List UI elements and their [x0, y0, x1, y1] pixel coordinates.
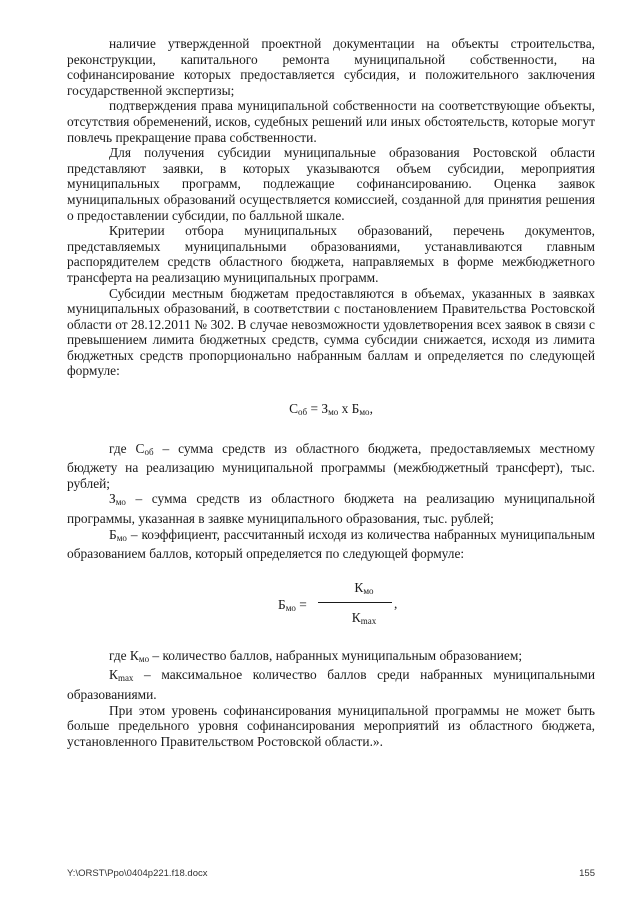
fraction-numerator: [334, 580, 394, 600]
formula-coefficient: [67, 576, 595, 638]
formula-b-subscript: мо: [359, 407, 370, 418]
fraction-numerator-symbol: К: [354, 579, 364, 595]
fraction-bar: [318, 602, 392, 603]
formula-end: ,: [369, 401, 373, 417]
definition-c: [67, 441, 595, 492]
fraction-denominator-subscript: max: [360, 615, 377, 626]
formula-equals-z: = З: [307, 401, 329, 417]
fraction-numerator-subscript: мо: [363, 585, 374, 596]
paragraph-subsidy-application: Для получения субсидии муниципальные образования Ростовской области представляют заявки, в которых указываются объем субсидии, мероприятия муниципальных программ, подлежащие софинансированию. Оценка заявок муниципальных образований осуществляется комиссией, созданной для принятия решения о предоставлении субсидии, по балльной шкале.: [67, 145, 595, 223]
definition-z-symbol: З: [109, 491, 116, 507]
footer-page-number: 155: [579, 868, 595, 879]
fraction-lhs: [278, 597, 307, 617]
fraction-end: ,: [394, 595, 398, 611]
paragraph-closing: При этом уровень софинансирования муниципальной программы не может быть больше предельного уровня софинансирования мероприятий из областного бюджета, установленного Правительством Ростовской области.».: [67, 702, 595, 749]
paragraph-selection-criteria: Критерии отбора муниципальных образований, перечень документов, представляемых муниципальными образованиями, устанавливаются главным распорядителем средств областного бюджета, направляемых в форме межбюджетного трансферта на реализацию муниципальных программ.: [67, 223, 595, 285]
fraction-denominator: [334, 610, 394, 630]
definition-b-symbol: Б: [109, 526, 117, 542]
definition-k: [67, 648, 595, 668]
footer-file-path: Y:\ORST\Ppo\0404p221.f18.docx: [67, 868, 208, 879]
definition-z: [67, 491, 595, 526]
fraction-denominator-symbol: К: [351, 609, 361, 625]
paragraph-subsidy-volume: Субсидии местным бюджетам предоставляются в объемах, указанных в заявках муниципальных образований, в соответствии с постановлением Правительства Ростовской области от 28.12.2011 № 302. В случае невозможности удовлетворения всех заявок в связи с превышением лимита бюджетных средств, сумма субсидии снижается, исходя из лимита бюджетных средств пропорционально набранным баллам и определяется по следующей формуле:: [67, 285, 595, 379]
paragraph-project-documentation: наличие утвержденной проектной документации на объекты строительства, реконструкции, капитального ремонта муниципальной собственности, на софинансирование которых предоставляется субсидия, и положительного заключения государственной экспертизы;: [67, 36, 595, 98]
definition-k-symbol: где К: [109, 647, 139, 663]
paragraph-property-rights: подтверждения права муниципальной собственности на соответствующие объекты, отсутствия обременений, исков, судебных решений или иных обстоятельств, которые могут повлечь прекращение права собственности.: [67, 98, 595, 145]
definition-k-subscript: мо: [138, 653, 150, 664]
definition-b-text: – коэффициент, рассчитанный исходя из количества набранных муниципальным образованием баллов, который определяется по следующей формуле:: [67, 526, 595, 562]
formula-lhs-subscript: об: [298, 407, 308, 418]
formula-z-subscript: мо: [328, 407, 339, 418]
definition-b-subscript: мо: [116, 532, 127, 543]
fraction-lhs-subscript: мо: [285, 602, 296, 613]
definition-z-subscript: мо: [115, 497, 126, 508]
formula-subsidy: [67, 401, 595, 421]
definition-kmax-subscript: max: [117, 673, 134, 684]
definition-c-subscript: об: [144, 446, 154, 457]
definition-kmax-symbol: К: [109, 667, 118, 683]
definition-c-symbol: где С: [109, 440, 145, 456]
formula-times-b: х Б: [338, 401, 360, 417]
fraction-equals: =: [295, 596, 307, 612]
definition-b: [67, 527, 595, 562]
definition-kmax: [67, 667, 595, 702]
document-body: [67, 36, 595, 749]
fraction-lhs-symbol: Б: [278, 596, 286, 612]
definition-c-text: – сумма средств из областного бюджета, предоставляемых местному бюджету на реализацию муниципальной программы (межбюджетный трансферт), тыс. рублей;: [67, 440, 595, 491]
definition-kmax-text: – максимальное количество баллов среди набранных муниципальными образованиями.: [67, 667, 595, 702]
formula-lhs: С: [289, 401, 298, 417]
definition-k-text: – количество баллов, набранных муниципальным образованием;: [149, 647, 523, 663]
definition-z-text: – сумма средств из областного бюджета на реализацию муниципальной программы, указанная в заявке муниципального образования, тыс. рублей;: [67, 491, 595, 527]
